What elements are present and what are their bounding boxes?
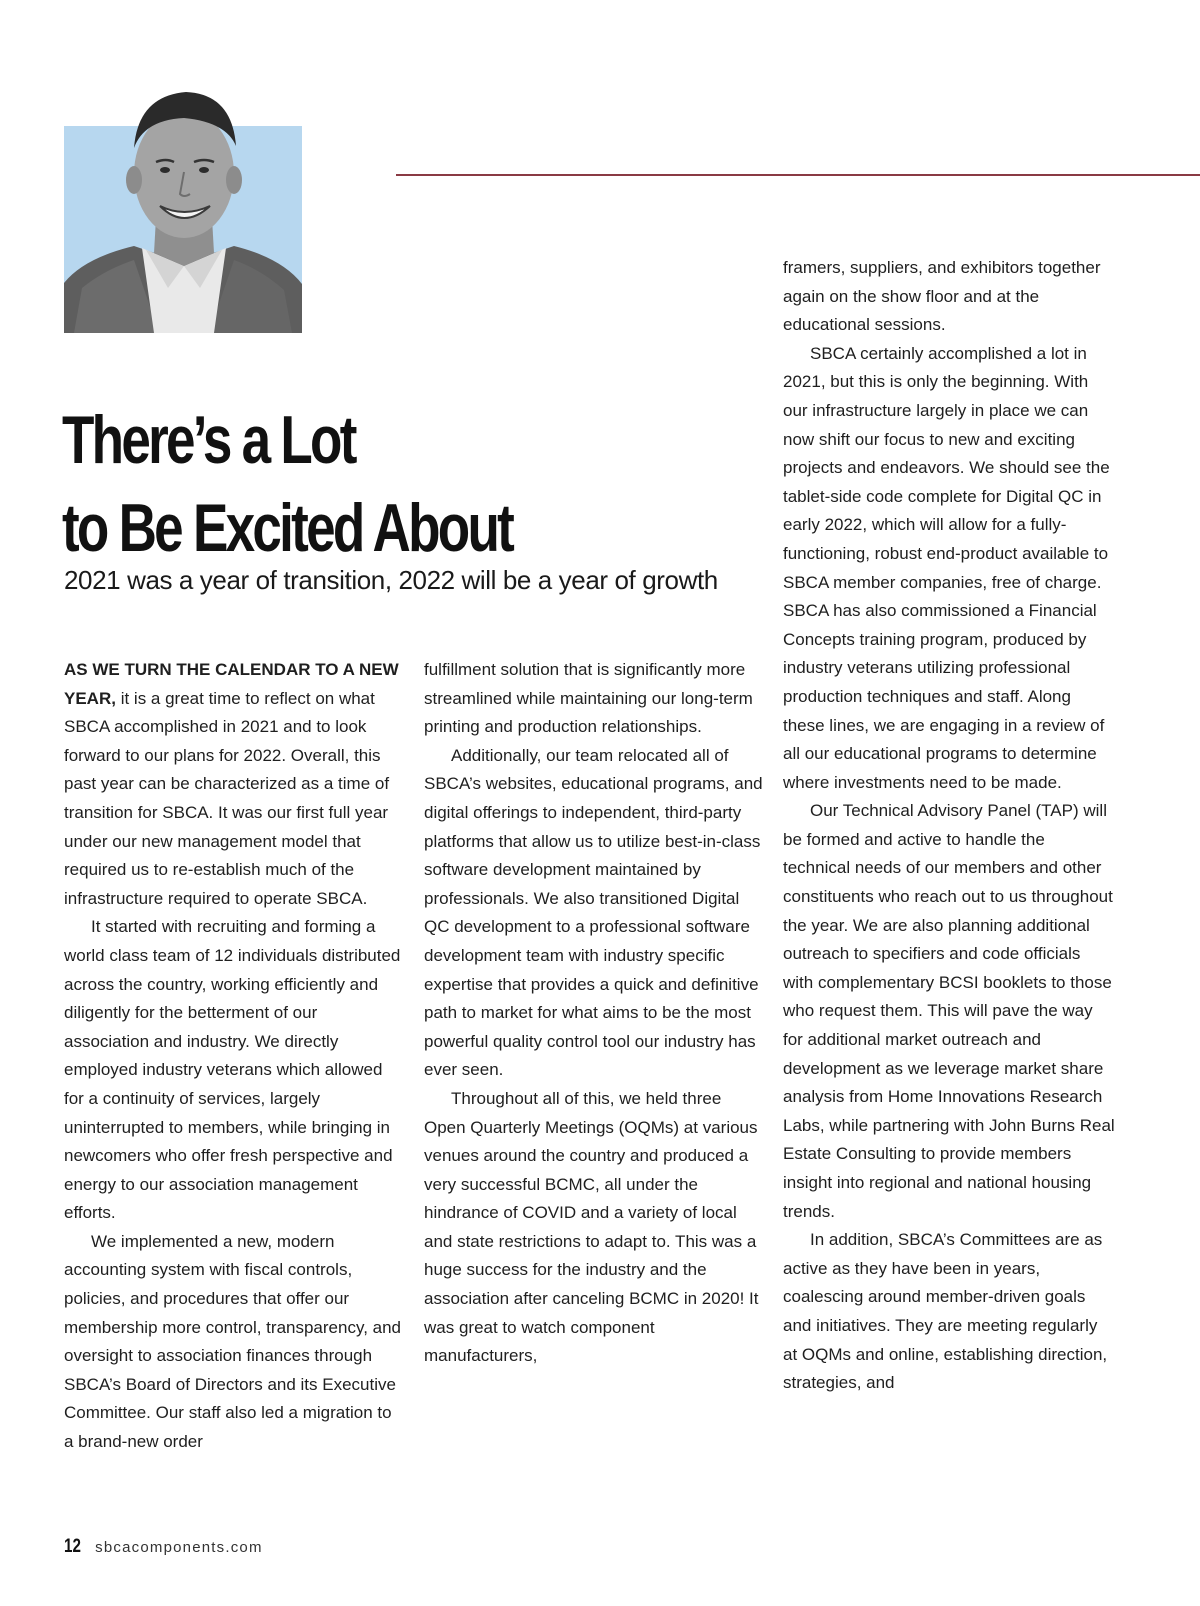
page-footer <box>64 1536 263 1558</box>
footer-site: sbcacomponents.com <box>95 1539 263 1556</box>
headline-line-1: There’s a Lot <box>62 402 355 478</box>
paragraph: framers, suppliers, and exhibitors together again on the show floor and at the educational sessions. <box>783 258 1101 335</box>
paragraph: fulfillment solution that is significantly more streamlined while maintaining our long-term printing and production relationships. <box>424 660 753 737</box>
author-portrait <box>64 88 302 333</box>
headline-line-2: to Be Excited About <box>62 490 513 566</box>
body-column-1 <box>64 656 404 1457</box>
article-deck: 2021 was a year of transition, 2022 will be a year of growth <box>64 565 718 595</box>
paragraph: SBCA certainly accomplished a lot in 2021, but this is only the beginning. With our infrastructure largely in place we can now shift our focus to new and exciting projects and endeavors. We should see the tablet-side code complete for Digital QC in early 2022, which will allow for a fully-functioning, robust end-product available to SBCA member companies, free of charge. SBCA has also commissioned a Financial Concepts training program, produced by industry veterans utilizing professional production techniques and staff. Along these lines, we are engaging in a review of all our educational programs to determine where investments need to be made. <box>783 343 1110 792</box>
article-headline <box>62 396 608 572</box>
body-column-3 <box>783 254 1115 1398</box>
paragraph: Additionally, our team relocated all of SBCA’s websites, educational programs, and digital offerings to independent, third-party platforms that allow us to utilize best-in-class software development maintained by professionals. We also transitioned Digital QC development to a professional software development team with industry specific expertise that provides a quick and definitive path to market for what aims to be the most powerful quality control tool our industry has ever seen. <box>424 745 763 1080</box>
paragraph: We implemented a new, modern accounting system with fiscal controls, policies, and procedures that offer our membership more control, transparency, and oversight to association finances through SBCA’s Board of Directors and its Executive Committee. Our staff also led a migration to a brand-new order <box>64 1231 402 1452</box>
paragraph: Our Technical Advisory Panel (TAP) will be formed and active to handle the technical needs of our members and other constituents who reach out to us throughout the year. We are also planning additional outreach to specifiers and code officials with complementary BCSI booklets to those who request them. This will pave the way for additional market outreach and development as we leverage market share analysis from Home Innovations Research Labs, while partnering with John Burns Real Estate Consulting to provide members insight into regional and national housing trends. <box>783 801 1115 1221</box>
lead-in: AS WE TURN THE CALENDAR TO A NEW YEAR, <box>64 660 399 708</box>
page-number: 12 <box>64 1536 81 1557</box>
paragraph: Throughout all of this, we held three Open Quarterly Meetings (OQMs) at various venues around the country and produced a very successful BCMC, all under the hindrance of COVID and a variety of local and state restrictions to adapt to. This was a huge success for the industry and the association after canceling BCMC in 2020! It was great to watch component manufacturers, <box>424 1088 759 1366</box>
header-rule <box>396 174 1200 176</box>
body-column-2 <box>424 656 764 1371</box>
paragraph-text: it is a great time to reflect on what SBCA accomplished in 2021 and to look forward to our plans for 2022. Overall, this past year can be characterized as a time of transition for SBCA. It was our first full year under our new management model that required us to re-establish much of the infrastructure required to operate SBCA. <box>64 688 390 908</box>
paragraph: In addition, SBCA’s Committees are as active as they have been in years, coalescing around member-driven goals and initiatives. They are meeting regularly at OQMs and online, establishing direction, strategies, and <box>783 1230 1108 1393</box>
paragraph: It started with recruiting and forming a world class team of 12 individuals distributed across the country, working efficiently and diligently for the betterment of our association and industry. We directly employed industry veterans which allowed for a continuity of services, largely uninterrupted to members, while bringing in newcomers who offer fresh perspective and energy to our association management efforts. <box>64 917 401 1223</box>
paragraph <box>64 656 404 913</box>
